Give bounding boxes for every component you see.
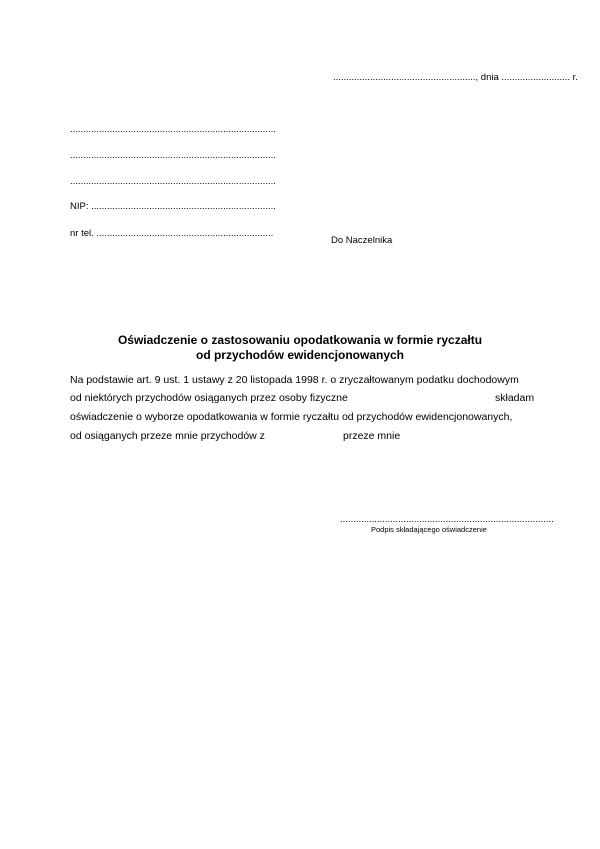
recipient-label: Do Naczelnika [331,235,393,246]
body-line-3: oświadczenie o wyborze opodatkowania w formie ryczałtu od przychodów ewidencjonowanych, [70,411,513,423]
place-date-line: ......................................................, dnia .......................... r. [333,72,578,83]
sender-line-2: .............................................................................. [70,150,276,161]
document-title-line-1: Oświadczenie o zastosowaniu opodatkowania w formie ryczałtu [117,333,483,347]
body-line-2b: składam [495,392,535,404]
body-line-1: Na podstawie art. 9 ust. 1 ustawy z 20 listopada 1998 r. o zryczałtowanym podatku dochodowym [70,374,519,386]
document-title-line-2: od przychodów ewidencjonowanych [195,348,405,362]
body-line-4a: od osiąganych przeze mnie przychodów z [70,430,265,442]
nip-line: NIP: ...................................................................... [70,201,276,212]
body-line-2a: od niektórych przychodów osiąganych przez osoby fizyczne [70,392,348,404]
phone-line: nr tel. ................................................................... [70,228,274,239]
sender-line-1: .............................................................................. [70,124,276,135]
signature-line: ................................................................................. [340,514,554,525]
sender-line-3: .............................................................................. [70,176,276,187]
signature-label: Podpis składającego oświadczenie [371,525,487,534]
body-line-4b: przeze mnie [343,430,401,442]
